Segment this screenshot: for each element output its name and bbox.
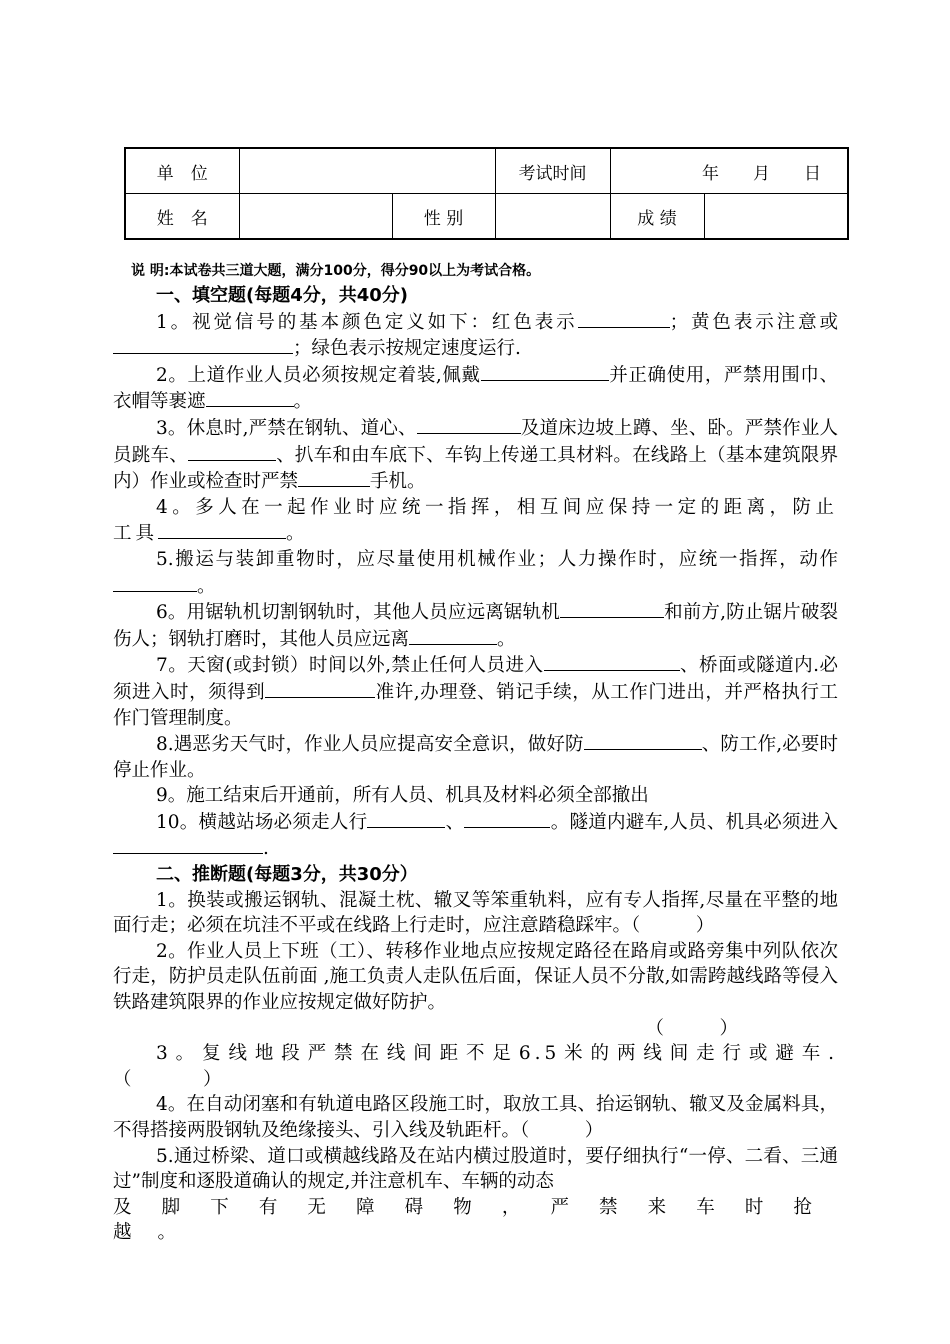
judge-question-1: 1。换装或搬运钢轨、混凝土枕、辙叉等笨重轨料，应有专人指挥,尽量在平整的地面行走；必须在坑洼不平或在线路上行走时，应注意踏稳踩牢。（ ） (113, 889, 838, 937)
exam-body (113, 283, 838, 1246)
answer-blank[interactable] (409, 626, 497, 645)
answer-blank[interactable] (298, 468, 370, 487)
answer-blank[interactable] (578, 309, 670, 328)
fill-question-9: 9。施工结束后开通前，所有人员、机具及材料必须全部撤出 (156, 785, 649, 807)
fill-question-7: 7。天窗(或封锁）时间以外,禁止任何人员进入 、桥面或隧道内.必须进入时，须得到 准许,办理登、销记手续，从工作门进出，并严格执行工作门管理制度。 (113, 652, 838, 731)
judge-question-3: 3。复线地段严禁在线间距不足6.5米的两线间走行或避车.（ ） (113, 1043, 838, 1090)
exam-instructions: 说 明:本试卷共三道大题，满分100分，得分90以上为考试合格。 (131, 263, 541, 279)
exam-time-label: 考试时间 (495, 148, 610, 194)
section1-heading: 一、填空题(每题4分，共40分) (156, 285, 409, 306)
fill-question-6: 6。用锯轨机切割钢轨时，其他人员应远离锯轨机 和前方,防止锯片破裂伤人；钢轨打磨时，其他人员应远离 。 (113, 599, 838, 652)
fill-question-10: 10。横越站场必须走人行 、 。隧道内避车,人员、机具必须进入. (113, 809, 838, 862)
name-field[interactable] (239, 194, 392, 240)
answer-blank[interactable] (265, 679, 375, 698)
answer-blank[interactable] (584, 731, 702, 750)
judge-question-4: 4。在自动闭塞和有轨道电路区段施工时，取放工具、抬运钢轨、辙叉及金属料具，不得搭接两股钢轨及绝缘接头、引入线及轨距杆。（ ） (113, 1094, 838, 1141)
answer-blank[interactable] (481, 362, 609, 381)
answer-blank[interactable] (158, 520, 286, 539)
answer-blank[interactable] (417, 415, 521, 434)
fill-question-5: 5.搬运与装卸重物时，应尽量使用机械作业；人力操作时，应统一指挥，动作。 (113, 547, 838, 599)
name-label: 姓 名 (125, 194, 239, 240)
answer-blank[interactable] (113, 835, 263, 854)
judge-question-5: 5.通过桥梁、道口或横越线路及在站内横过股道时，要仔细执行“一停、二看、三通过”制度和逐股道确认的规定,并注意机车、车辆的动态 (113, 1145, 838, 1193)
answer-blank[interactable] (188, 442, 276, 461)
gender-label: 性 别 (392, 194, 495, 240)
section2-heading: 二、推断题(每题3分，共30分） (156, 864, 418, 886)
answer-blank[interactable] (544, 652, 680, 671)
fill-question-1: 1。视觉信号的基本颜色定义如下：红色表示 ；黄色表示注意或；绿色表示按规定速度运行. (113, 309, 838, 362)
fill-question-4: 4。多人在一起作业时应统一指挥，相互间应保持一定的距离，防止工具 。 (113, 496, 838, 545)
fill-question-3: 3。休息时,严禁在钢轨、道心、 及道床边坡上蹲、坐、卧。严禁作业人员跳车、 、扒车和由车底下、车钩上传递工具材料。在线路上（基本建筑限界内）作业或检查时严禁 手机。 (113, 415, 838, 495)
answer-blank[interactable] (464, 809, 550, 828)
fill-question-8: 8.遇恶劣天气时，作业人员应提高安全意识，做好防 、防工作,必要时停止作业。 (113, 731, 838, 783)
unit-field[interactable] (239, 148, 495, 194)
answer-blank[interactable] (113, 573, 197, 592)
fill-question-2: 2。上道作业人员必须按规定着装,佩戴 并正确使用，严禁用围巾、衣帽等裹遮 。 (113, 362, 838, 415)
gender-field[interactable] (495, 194, 610, 240)
exam-date-field[interactable]: 年 月 日 (610, 148, 848, 194)
score-label: 成 绩 (610, 194, 704, 240)
answer-blank[interactable] (113, 335, 293, 354)
answer-blank[interactable] (206, 388, 294, 407)
unit-label: 单 位 (125, 148, 239, 194)
judge-question-2: 2。作业人员上下班（工）、转移作业地点应按规定路径在路肩或路旁集中列队依次行走，防护员走队伍前面 ,施工负责人走队伍后面，保证人员不分散,如需跨越线路等侵入铁路建筑限界的作业应按规定做好防护。 (113, 940, 838, 1014)
header-info-table (124, 147, 849, 240)
answer-parentheses[interactable]: （ ） (645, 1017, 738, 1039)
score-field[interactable] (704, 194, 848, 240)
answer-blank[interactable] (367, 809, 445, 828)
answer-blank[interactable] (560, 599, 664, 618)
judge-question-5-continued: 及脚下有无障碍物，严禁来车时抢越。 (113, 1196, 838, 1244)
